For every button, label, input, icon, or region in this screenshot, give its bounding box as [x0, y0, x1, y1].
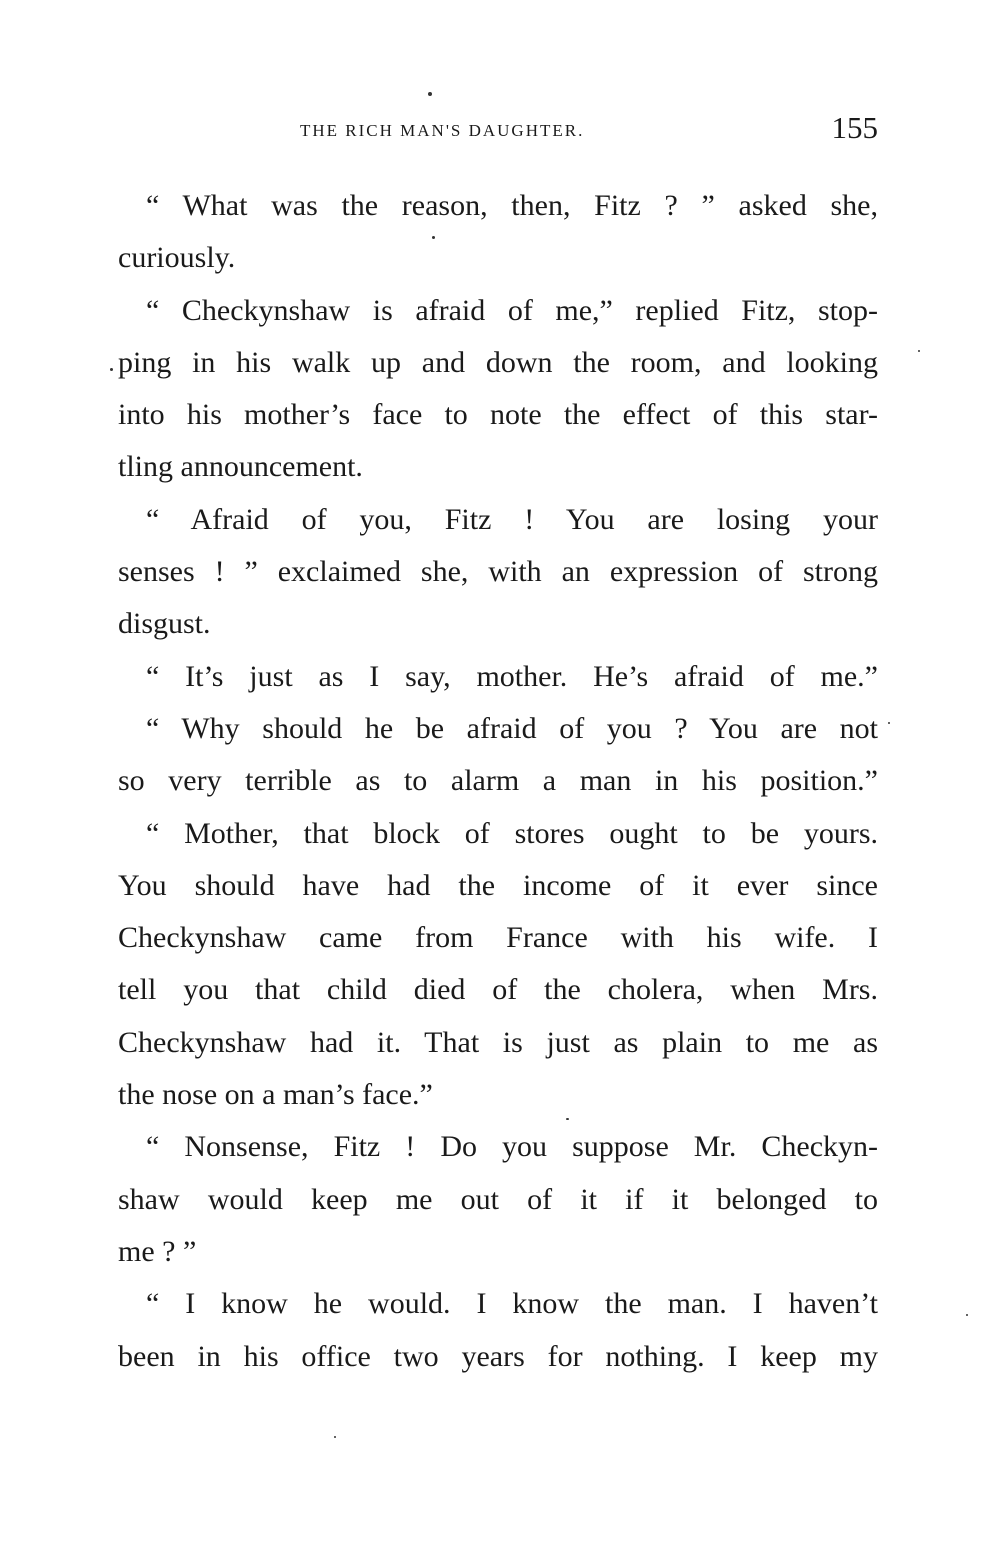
- text-line: “ Checkynshaw is afraid of me,” replied Fitz, stop-: [146, 293, 878, 327]
- scan-speck: [334, 1436, 336, 1438]
- scan-speck: [966, 1314, 968, 1316]
- text-line: You should have had the income of it ever since: [118, 868, 878, 902]
- text-line: Checkynshaw had it. That is just as plain to me as: [118, 1025, 878, 1059]
- text-line: “ Nonsense, Fitz ! Do you suppose Mr. Checkyn-: [146, 1130, 878, 1164]
- text-line: so very terrible as to alarm a man in his position.”: [118, 764, 878, 798]
- text-line: tell you that child died of the cholera, when Mrs.: [118, 973, 878, 1007]
- scan-speck: [428, 92, 432, 96]
- scan-speck: [110, 368, 113, 371]
- text-line: into his mother’s face to note the effect of this star-: [118, 398, 878, 432]
- text-line: senses ! ” exclaimed she, with an expression of strong: [118, 555, 878, 589]
- body-text: [118, 180, 878, 1383]
- scan-speck: [432, 236, 435, 239]
- page-number: 155: [831, 110, 878, 145]
- text-line: Checkynshaw came from France with his wife. I: [118, 921, 878, 955]
- text-line: tling announcement.: [118, 450, 363, 484]
- text-line: me ? ”: [118, 1234, 197, 1268]
- text-line: curiously.: [118, 241, 236, 275]
- scan-speck: [566, 1118, 569, 1120]
- text-line: “ Afraid of you, Fitz ! You are losing your: [146, 502, 878, 536]
- running-head: [118, 110, 878, 150]
- text-line: disgust.: [118, 607, 211, 641]
- text-line: “ Mother, that block of stores ought to be yours.: [146, 816, 878, 850]
- scan-speck: [918, 350, 920, 352]
- text-line: “ Why should he be afraid of you ? You are not: [146, 711, 878, 745]
- scan-speck: [888, 722, 890, 724]
- text-line: been in his office two years for nothing. I keep my: [118, 1339, 878, 1373]
- text-line: the nose on a man’s face.”: [118, 1078, 433, 1112]
- text-line: “ What was the reason, then, Fitz ? ” asked she,: [146, 189, 878, 222]
- text-line: ping in his walk up and down the room, and looking: [118, 345, 878, 379]
- text-line: “ I know he would. I know the man. I haven’t: [146, 1287, 878, 1321]
- text-line: “ It’s just as I say, mother. He’s afraid of me.”: [146, 659, 878, 693]
- text-line: shaw would keep me out of it if it belonged to: [118, 1182, 878, 1216]
- running-title: the rich man's daughter.: [300, 116, 585, 142]
